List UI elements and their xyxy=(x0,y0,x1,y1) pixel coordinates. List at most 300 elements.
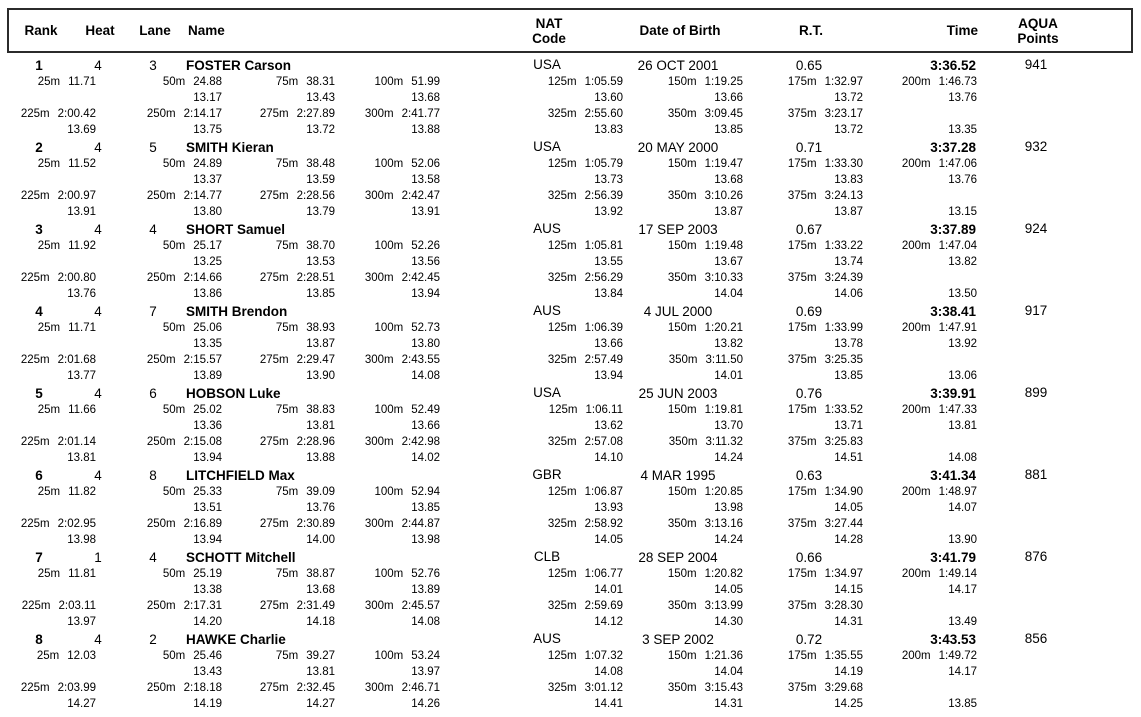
lap-time xyxy=(8,254,96,270)
split-cell xyxy=(96,598,222,614)
split-distance: 300m xyxy=(364,436,394,448)
result-row xyxy=(0,631,1141,712)
split-cell xyxy=(743,566,863,582)
lap-times-line-2 xyxy=(0,614,1141,630)
split-cell xyxy=(743,434,863,450)
split-cell xyxy=(8,434,96,450)
rank-value: 1 xyxy=(35,58,43,73)
lap-time: 14.01 xyxy=(714,370,743,382)
split-cell xyxy=(623,402,743,418)
date-of-birth: 17 SEP 2003 xyxy=(638,222,718,237)
split-time: 1:32.97 xyxy=(824,76,863,88)
split-cell xyxy=(440,648,623,664)
split-time: 3:10.26 xyxy=(704,190,743,202)
split-time: 3:11.50 xyxy=(705,354,743,366)
lap-time: 13.74 xyxy=(834,256,863,268)
split-distance: 75m xyxy=(275,486,299,498)
split-cell xyxy=(8,484,96,500)
split-cell xyxy=(8,188,96,204)
split-cell xyxy=(623,516,743,532)
split-time: 2:58.92 xyxy=(584,518,623,530)
split-distance: 225m xyxy=(20,682,50,694)
split-cell xyxy=(96,516,222,532)
split-distance: 25m xyxy=(37,322,61,334)
split-cell xyxy=(96,434,222,450)
split-distance: 25m xyxy=(36,650,60,662)
split-time: 1:06.87 xyxy=(584,486,623,498)
split-distance: 250m xyxy=(146,190,176,202)
split-distance: 100m xyxy=(374,486,404,498)
split-time: 2:57.49 xyxy=(584,354,623,366)
col-header-points-line2: Points xyxy=(1017,30,1059,46)
split-distance: 325m xyxy=(547,108,577,120)
split-distance: 150m xyxy=(667,240,697,252)
lane-value: 8 xyxy=(149,468,157,483)
split-distance: 325m xyxy=(547,600,577,612)
col-header-points-line1: AQUA xyxy=(1018,15,1058,31)
split-time: 2:14.77 xyxy=(183,190,222,202)
split-time: 2:42.47 xyxy=(401,190,440,202)
aqua-points: 917 xyxy=(1024,303,1048,318)
split-distance: 50m xyxy=(162,240,186,252)
split-time: 2:56.29 xyxy=(584,272,623,284)
split-time: 25.33 xyxy=(193,486,222,498)
split-cell xyxy=(222,188,335,204)
splits-line-2 xyxy=(0,188,1141,204)
split-cell xyxy=(335,566,440,582)
split-cell xyxy=(440,484,623,500)
swimmer-info-line xyxy=(0,139,1141,156)
split-distance: 225m xyxy=(20,272,50,284)
split-distance: 200m xyxy=(901,568,931,580)
split-time: 2:57.08 xyxy=(584,436,623,448)
split-distance: 350m xyxy=(668,436,698,448)
lap-time: 13.80 xyxy=(411,338,440,350)
rank-value: 5 xyxy=(35,386,43,401)
split-time: 2:46.71 xyxy=(401,682,440,694)
split-distance: 350m xyxy=(667,108,697,120)
split-cell xyxy=(96,238,222,254)
split-time: 2:15.08 xyxy=(183,436,222,448)
split-cell xyxy=(863,566,977,582)
split-distance: 75m xyxy=(275,76,299,88)
split-cell xyxy=(440,566,623,582)
split-time: 1:48.97 xyxy=(938,486,977,498)
split-distance: 300m xyxy=(364,190,394,202)
split-time: 1:47.04 xyxy=(938,240,977,252)
lap-time: 14.05 xyxy=(594,534,623,546)
split-distance: 200m xyxy=(901,486,931,498)
split-distance: 125m xyxy=(547,650,577,662)
lap-times-line-2 xyxy=(0,368,1141,384)
lap-time: 13.69 xyxy=(67,124,96,136)
split-distance: 375m xyxy=(787,108,817,120)
lane-value: 6 xyxy=(149,386,157,401)
split-time: 1:19.48 xyxy=(704,240,743,252)
nation-code: AUS xyxy=(533,221,561,236)
col-header-name: Name xyxy=(188,23,225,38)
split-time: 1:19.47 xyxy=(704,158,743,170)
lap-time: 13.79 xyxy=(306,206,335,218)
lap-time: 13.35 xyxy=(948,124,977,136)
lap-time: 13.84 xyxy=(594,288,623,300)
split-distance: 150m xyxy=(667,76,697,88)
lap-time: 13.51 xyxy=(193,502,222,514)
split-time: 3:09.45 xyxy=(704,108,743,120)
split-distance: 150m xyxy=(667,568,697,580)
split-distance: 300m xyxy=(364,272,394,284)
split-distance: 225m xyxy=(21,600,51,612)
swimmer-info-line xyxy=(0,303,1141,320)
split-distance: 100m xyxy=(374,240,404,252)
split-cell xyxy=(440,680,623,696)
lap-time: 14.28 xyxy=(834,534,863,546)
split-distance: 50m xyxy=(162,322,186,334)
lap-time xyxy=(8,90,96,106)
swimmer-name: HOBSON Luke xyxy=(186,386,281,401)
split-time: 25.06 xyxy=(193,322,222,334)
split-distance: 300m xyxy=(364,108,394,120)
split-cell xyxy=(743,74,863,90)
split-cell xyxy=(8,680,96,696)
split-cell xyxy=(743,648,863,664)
lap-time: 14.06 xyxy=(834,288,863,300)
lap-time: 13.25 xyxy=(193,256,222,268)
lap-times-line-1 xyxy=(0,582,1141,598)
split-distance: 50m xyxy=(162,158,186,170)
split-time: 2:28.96 xyxy=(296,436,335,448)
split-time: 38.48 xyxy=(306,158,335,170)
split-time: 2:28.56 xyxy=(296,190,335,202)
split-distance: 325m xyxy=(547,190,577,202)
split-time: 2:31.49 xyxy=(296,600,335,612)
split-cell xyxy=(8,352,96,368)
lap-time: 13.85 xyxy=(948,698,977,710)
split-distance: 350m xyxy=(667,272,697,284)
lap-time: 13.72 xyxy=(834,124,863,136)
nation-code: AUS xyxy=(533,631,561,646)
col-header-nat-code xyxy=(493,16,605,46)
lap-times-line-1 xyxy=(0,500,1141,516)
lap-time: 14.01 xyxy=(594,584,623,596)
lap-time: 13.83 xyxy=(594,124,623,136)
reaction-time: 0.65 xyxy=(795,58,823,73)
split-time: 11.71 xyxy=(68,76,96,88)
split-time: 3:15.43 xyxy=(704,682,743,694)
splits-line-1 xyxy=(0,648,1141,664)
result-row xyxy=(0,57,1141,138)
split-distance: 125m xyxy=(547,158,577,170)
lap-time: 13.60 xyxy=(594,92,623,104)
split-distance: 225m xyxy=(20,436,50,448)
split-cell xyxy=(222,402,335,418)
split-time: 52.49 xyxy=(411,404,440,416)
split-distance: 175m xyxy=(787,76,817,88)
split-cell xyxy=(623,320,743,336)
lap-time: 13.91 xyxy=(411,206,440,218)
split-distance: 25m xyxy=(37,568,61,580)
col-header-aqua-points xyxy=(978,16,1098,46)
split-cell xyxy=(335,352,440,368)
lap-times-line-2 xyxy=(0,696,1141,712)
lap-time: 14.04 xyxy=(714,288,743,300)
split-time: 24.89 xyxy=(193,158,222,170)
split-distance: 125m xyxy=(547,322,577,334)
split-time: 24.88 xyxy=(193,76,222,88)
lap-time: 13.56 xyxy=(411,256,440,268)
split-distance: 375m xyxy=(787,682,817,694)
split-distance: 375m xyxy=(787,272,817,284)
split-time: 2:41.77 xyxy=(401,108,440,120)
split-time: 2:45.57 xyxy=(401,600,440,612)
heat-value: 4 xyxy=(94,140,102,155)
lap-time: 14.12 xyxy=(594,616,623,628)
rank-value: 8 xyxy=(35,632,43,647)
lap-time: 14.24 xyxy=(714,534,743,546)
split-time: 52.26 xyxy=(411,240,440,252)
split-cell xyxy=(863,270,977,286)
split-time: 2:55.60 xyxy=(584,108,623,120)
lap-time: 14.08 xyxy=(411,616,440,628)
split-cell xyxy=(96,352,222,368)
lap-time: 13.73 xyxy=(594,174,623,186)
split-cell xyxy=(335,156,440,172)
split-time: 3:23.17 xyxy=(824,108,863,120)
split-time: 3:13.99 xyxy=(704,600,743,612)
split-distance: 250m xyxy=(146,600,176,612)
lap-time: 13.53 xyxy=(306,256,335,268)
split-cell xyxy=(96,566,222,582)
reaction-time: 0.72 xyxy=(795,632,823,647)
split-cell xyxy=(863,402,977,418)
split-cell xyxy=(8,238,96,254)
nation-code: CLB xyxy=(533,549,561,564)
lap-time: 14.17 xyxy=(948,666,977,678)
splits-line-2 xyxy=(0,680,1141,696)
split-distance: 125m xyxy=(548,404,578,416)
split-cell xyxy=(440,402,623,418)
lap-time: 13.78 xyxy=(834,338,863,350)
split-distance: 175m xyxy=(787,568,817,580)
lap-time: 13.81 xyxy=(306,420,335,432)
lap-time: 14.19 xyxy=(193,698,222,710)
split-cell xyxy=(222,648,335,664)
aqua-points: 941 xyxy=(1024,57,1048,72)
split-distance: 150m xyxy=(667,158,697,170)
split-time: 2:42.98 xyxy=(401,436,440,448)
split-time: 1:07.32 xyxy=(584,650,623,662)
lap-times-line-1 xyxy=(0,336,1141,352)
split-distance: 25m xyxy=(37,486,61,498)
lap-time: 13.82 xyxy=(948,256,977,268)
split-distance: 225m xyxy=(20,354,50,366)
split-time: 25.02 xyxy=(193,404,222,416)
split-distance: 375m xyxy=(787,600,817,612)
swimmer-name: SMITH Brendon xyxy=(186,304,288,319)
split-cell xyxy=(623,74,743,90)
lane-value: 3 xyxy=(149,58,157,73)
lap-time xyxy=(8,582,96,598)
split-cell xyxy=(863,680,977,696)
lap-time: 14.25 xyxy=(834,698,863,710)
split-cell xyxy=(96,648,222,664)
split-distance: 50m xyxy=(162,76,186,88)
splits-line-1 xyxy=(0,74,1141,90)
rank-value: 7 xyxy=(35,550,43,565)
lap-time: 13.35 xyxy=(193,338,222,350)
nation-code: AUS xyxy=(533,303,561,318)
split-cell xyxy=(623,270,743,286)
split-cell xyxy=(335,74,440,90)
split-cell xyxy=(743,516,863,532)
reaction-time: 0.69 xyxy=(795,304,823,319)
lap-time: 13.87 xyxy=(834,206,863,218)
split-cell xyxy=(863,648,977,664)
split-time: 1:05.79 xyxy=(584,158,623,170)
split-time: 2:00.97 xyxy=(57,190,96,202)
heat-value: 4 xyxy=(94,58,102,73)
reaction-time: 0.63 xyxy=(795,468,823,483)
lap-time xyxy=(8,172,96,188)
split-distance: 175m xyxy=(787,650,817,662)
splits-line-1 xyxy=(0,156,1141,172)
final-time: 3:36.52 xyxy=(930,58,976,73)
split-time: 11.52 xyxy=(68,158,96,170)
lap-time: 13.82 xyxy=(714,338,743,350)
col-header-nat-line2: Code xyxy=(532,30,566,46)
split-distance: 350m xyxy=(667,600,697,612)
split-distance: 50m xyxy=(162,486,186,498)
split-time: 25.19 xyxy=(193,568,222,580)
split-distance: 100m xyxy=(374,568,404,580)
lap-time: 13.88 xyxy=(411,124,440,136)
split-time: 2:30.89 xyxy=(296,518,335,530)
split-distance: 275m xyxy=(259,600,289,612)
lap-times-line-1 xyxy=(0,172,1141,188)
split-cell xyxy=(743,270,863,286)
lap-time: 13.76 xyxy=(948,174,977,186)
split-cell xyxy=(222,352,335,368)
split-distance: 175m xyxy=(787,158,817,170)
split-cell xyxy=(440,320,623,336)
lap-time: 13.15 xyxy=(948,206,977,218)
nation-code: USA xyxy=(533,57,561,72)
split-distance: 150m xyxy=(667,650,697,662)
split-cell xyxy=(743,188,863,204)
split-cell xyxy=(440,598,623,614)
split-cell xyxy=(743,680,863,696)
split-cell xyxy=(222,270,335,286)
split-time: 1:05.81 xyxy=(584,240,623,252)
lap-time: 14.20 xyxy=(193,616,222,628)
lane-value: 4 xyxy=(149,550,157,565)
date-of-birth: 4 MAR 1995 xyxy=(640,468,716,483)
split-cell xyxy=(743,598,863,614)
split-distance: 75m xyxy=(275,322,299,334)
lap-time: 13.38 xyxy=(193,584,222,596)
col-header-time: Time xyxy=(946,23,978,38)
results-rows xyxy=(0,57,1141,713)
swimmer-info-line xyxy=(0,467,1141,484)
split-distance: 275m xyxy=(259,354,289,366)
split-time: 2:03.99 xyxy=(57,682,96,694)
split-time: 3:25.35 xyxy=(824,354,863,366)
split-cell xyxy=(335,320,440,336)
split-distance: 300m xyxy=(364,682,394,694)
lap-time: 13.90 xyxy=(306,370,335,382)
rank-value: 6 xyxy=(35,468,43,483)
split-cell xyxy=(8,566,96,582)
split-distance: 250m xyxy=(146,436,176,448)
split-cell xyxy=(335,106,440,122)
split-time: 1:33.99 xyxy=(824,322,863,334)
lap-time: 13.66 xyxy=(594,338,623,350)
lap-time: 13.91 xyxy=(67,206,96,218)
lane-value: 5 xyxy=(149,140,157,155)
lap-time: 13.17 xyxy=(193,92,222,104)
lap-times-line-2 xyxy=(0,122,1141,138)
split-cell xyxy=(863,188,977,204)
split-time: 38.87 xyxy=(306,568,335,580)
split-distance: 25m xyxy=(37,404,61,416)
lap-time xyxy=(8,418,96,434)
lap-time: 13.94 xyxy=(193,452,222,464)
splits-line-1 xyxy=(0,566,1141,582)
split-cell xyxy=(623,598,743,614)
split-time: 11.82 xyxy=(68,486,96,498)
lap-time xyxy=(8,500,96,516)
swimmer-info-line xyxy=(0,57,1141,74)
split-cell xyxy=(623,434,743,450)
splits-line-1 xyxy=(0,484,1141,500)
split-time: 1:20.85 xyxy=(704,486,743,498)
splits-line-1 xyxy=(0,402,1141,418)
split-distance: 100m xyxy=(374,404,404,416)
split-cell xyxy=(743,156,863,172)
split-time: 1:34.97 xyxy=(824,568,863,580)
split-distance: 350m xyxy=(667,190,697,202)
split-distance: 75m xyxy=(275,650,299,662)
split-cell xyxy=(96,320,222,336)
lap-time: 13.94 xyxy=(594,370,623,382)
split-cell xyxy=(96,270,222,286)
lap-time: 14.24 xyxy=(714,452,743,464)
split-distance: 275m xyxy=(259,518,289,530)
lap-time: 13.80 xyxy=(193,206,222,218)
swimmer-name: HAWKE Charlie xyxy=(186,632,286,647)
final-time: 3:37.89 xyxy=(930,222,976,237)
split-time: 3:29.68 xyxy=(824,682,863,694)
final-time: 3:41.79 xyxy=(930,550,976,565)
split-cell xyxy=(743,238,863,254)
split-distance: 325m xyxy=(547,354,577,366)
date-of-birth: 20 MAY 2000 xyxy=(637,140,719,155)
split-distance: 375m xyxy=(787,518,817,530)
lap-time: 13.76 xyxy=(306,502,335,514)
split-distance: 375m xyxy=(787,190,817,202)
splits-line-2 xyxy=(0,106,1141,122)
split-time: 3:25.83 xyxy=(824,436,863,448)
lap-time: 14.02 xyxy=(411,452,440,464)
swimmer-info-line xyxy=(0,631,1141,648)
lap-time: 14.17 xyxy=(948,584,977,596)
split-distance: 200m xyxy=(901,322,931,334)
split-time: 1:35.55 xyxy=(824,650,863,662)
split-distance: 75m xyxy=(275,240,299,252)
aqua-points: 876 xyxy=(1024,549,1048,564)
final-time: 3:37.28 xyxy=(930,140,976,155)
split-cell xyxy=(222,106,335,122)
